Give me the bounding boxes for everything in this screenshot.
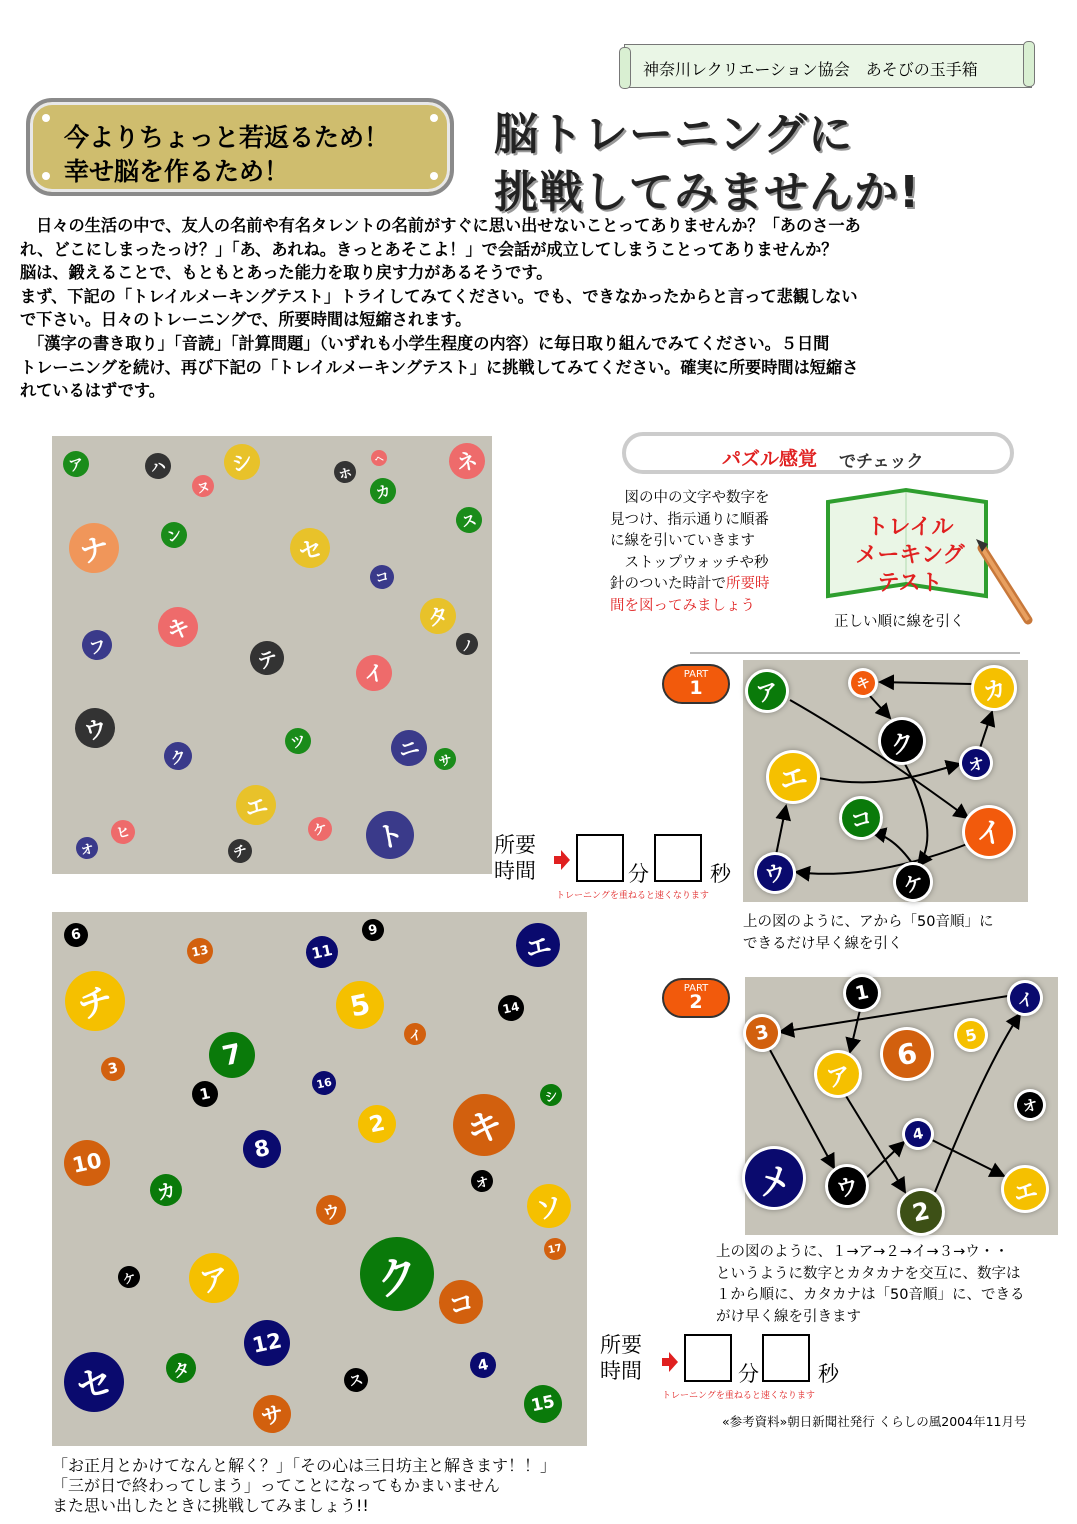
tagline-box	[26, 98, 454, 196]
minutes-input[interactable]	[684, 1334, 732, 1382]
minutes-input[interactable]	[576, 834, 624, 882]
instruction-line	[610, 596, 770, 618]
instruction-line	[610, 553, 770, 575]
part2-node: 1	[843, 974, 881, 1012]
part-label-number: 2	[689, 991, 703, 1013]
part1-node: コ	[838, 795, 883, 840]
board1-letter: ヌ	[190, 473, 216, 499]
part2-caption	[716, 1242, 1024, 1328]
sign-line: メーキング	[855, 543, 965, 568]
intro-line: 「漢字の書き取り」「音読」「計算問題」（いずれも小学生程度の内容）に毎日取り組んでみてください。５日間	[20, 333, 830, 353]
board2-letter: ク	[353, 1230, 441, 1318]
board1-letter: ア	[61, 449, 92, 480]
board2-letter: キ	[447, 1088, 521, 1162]
part1-node: エ	[765, 749, 822, 806]
part2-node: 4	[903, 1119, 934, 1150]
corner-dot	[430, 172, 438, 180]
board2-letter: セ	[58, 1346, 129, 1417]
instruction-highlight: 所要時	[726, 576, 770, 592]
board2-letter: 5	[332, 977, 389, 1034]
board1-letter: ホ	[332, 459, 358, 485]
board2-letter: チ	[59, 965, 130, 1036]
board2-letter: 6	[62, 921, 90, 949]
part2-node: オ	[1015, 1090, 1046, 1121]
board2-letter: ソ	[523, 1180, 575, 1232]
instruction-line	[610, 574, 770, 596]
board1-letter: イ	[353, 652, 396, 695]
caption-line: がけ早く線を引きます	[716, 1308, 861, 1325]
timer-label	[494, 832, 536, 884]
board2-letter: 10	[60, 1136, 115, 1191]
tagline-line: 幸せ脳を作るため！	[64, 157, 290, 186]
puzzle-check-highlight: パズル感覚	[722, 448, 818, 470]
board1-letter: サ	[432, 746, 458, 772]
scroll-roll-right	[1023, 41, 1035, 87]
intro-line: トレーニングを続け、再び下記の「トレイルメーキングテスト」に挑戦してみてください。確実に所要時間は短縮さ	[20, 357, 859, 377]
organization-banner	[624, 44, 1032, 88]
corner-dot	[430, 114, 438, 122]
part2-node: 6	[879, 1026, 936, 1083]
board2-letter: 15	[520, 1381, 565, 1426]
board1-letter: ナ	[64, 518, 123, 577]
board1-letter: ネ	[446, 440, 489, 483]
seconds-input[interactable]	[762, 1334, 810, 1382]
board1-letter: コ	[368, 563, 396, 591]
board1-letter: ハ	[143, 451, 174, 482]
board1-letter: シ	[221, 441, 264, 484]
timer-1	[494, 832, 744, 902]
board2-letter: 2	[354, 1101, 399, 1146]
board1-letter: ヒ	[109, 818, 137, 846]
instruction-line	[610, 510, 770, 532]
instruction-highlight: 間を図ってみましょう	[610, 597, 755, 614]
part1-node: ク	[877, 716, 927, 766]
board1-letter: ス	[454, 505, 485, 536]
puzzle-board-2	[52, 912, 587, 1446]
part2-node: メ	[740, 1144, 809, 1213]
part2-node: ア	[813, 1049, 863, 1099]
caption-line: 上の図のように、１→ア→２→イ→３→ウ・・	[716, 1244, 1009, 1260]
footer	[52, 1456, 556, 1516]
board1-letter: テ	[247, 638, 287, 678]
instruction-text: 見つけ、指示通りに順番	[610, 511, 769, 528]
board1-letter: ツ	[283, 726, 314, 757]
part1-node: ア	[744, 668, 789, 713]
board1-letter: ト	[362, 807, 419, 864]
board1-letter: カ	[368, 476, 399, 507]
board1-letter: ニ	[388, 727, 431, 770]
footer-line: また思い出したときに挑戦してみましょう!!	[52, 1496, 369, 1515]
part2-node: ウ	[824, 1163, 869, 1208]
board2-letter: 7	[205, 1028, 260, 1083]
board2-letter: 4	[468, 1350, 499, 1381]
part1-node: ウ	[754, 852, 797, 895]
timer-note: トレーニングを重ねると速くなります	[556, 891, 709, 901]
instruction-text: に線を引いていきます	[610, 533, 755, 549]
instruction-text: 図の中の文字や数字を	[610, 490, 770, 506]
puzzle-check-rest: でチェック	[839, 452, 924, 472]
part2-badge	[662, 978, 730, 1018]
board1-letter: ノ	[454, 631, 480, 657]
instruction-line	[610, 488, 770, 510]
timer-note: トレーニングを重ねると速くなります	[662, 1391, 815, 1401]
board1-letter: チ	[226, 837, 254, 865]
board2-letter: 12	[240, 1316, 295, 1371]
board2-letter: ア	[184, 1248, 243, 1307]
part-label-small: PART	[683, 669, 709, 680]
sign-text	[828, 514, 992, 598]
board2-letter: 16	[310, 1069, 338, 1097]
part2-node: 3	[743, 1014, 781, 1052]
board1-letter: フ	[79, 627, 115, 663]
intro-line: まず、下記の「トレイルメーキングテスト」トライしてみてください。でも、できなかったからと言って悲観しない	[20, 286, 858, 306]
board1-letter: ケ	[306, 815, 334, 843]
caption-line: できるだけ早く線を引く	[743, 935, 903, 952]
part2-node: 5	[954, 1018, 987, 1051]
board2-letter: シ	[538, 1082, 564, 1108]
part1-node: キ	[849, 669, 877, 697]
intro-line: 脳は、鍛えることで、もともとあった能力を取り戻す力があるそうです。	[20, 263, 553, 283]
part2-node: 2	[896, 1187, 946, 1237]
reference: «参考資料»朝日新聞社発行 くらしの風2004年11月号	[722, 1414, 1027, 1429]
part-label-small: PART	[683, 983, 709, 994]
red-arrow-icon	[554, 850, 570, 870]
footer-line: 「お正月とかけてなんと解く？」「その心は三日坊主と解きます！！」	[52, 1456, 557, 1475]
board1-letter: オ	[74, 835, 100, 861]
timer-label-line: 所要	[600, 1333, 642, 1357]
intro-line: れているはずです。	[20, 381, 165, 401]
board1-letter: ウ	[71, 704, 118, 751]
board2-letter: エ	[512, 919, 564, 971]
caption-line: というように数字とカタカナを交互に、数字は	[716, 1265, 1021, 1282]
scroll-roll-left	[619, 47, 631, 89]
timer-label	[600, 1332, 642, 1384]
board2-letter: 8	[239, 1126, 284, 1171]
part1-caption	[743, 912, 993, 955]
tagline-line: 今よりちょっと若返るため！	[64, 123, 390, 152]
intro-line: 日々の生活の中で、友人の名前や有名タレントの名前がすぐに思い出せないことってありませんか？「あのさ一あ	[20, 216, 861, 235]
corner-dot	[42, 114, 50, 122]
board2-letter: 17	[542, 1236, 568, 1262]
part1-node: オ	[959, 746, 992, 779]
intro-text	[20, 214, 1060, 403]
headline-line: 挑戦してみませんか!	[494, 167, 921, 218]
board1-letter: ヘ	[370, 449, 389, 468]
divider	[690, 652, 1020, 654]
board2-letter: サ	[249, 1391, 294, 1436]
headline-line: 脳トレーニングに	[494, 109, 854, 160]
intro-line: で下さい。日々のトレーニングで、所要時間は短縮されます。	[20, 310, 472, 330]
timer-label-line: 時間	[494, 859, 536, 883]
caption-line: １から順に、カタカナは「50音順」に、できる	[716, 1287, 1025, 1303]
seconds-unit: 秒	[818, 1362, 839, 1386]
board2-letter: ス	[342, 1366, 370, 1394]
board1-letter: ン	[159, 520, 190, 551]
sign-line: テスト	[877, 571, 943, 596]
timer-2	[600, 1330, 860, 1404]
board2-letter: 1	[190, 1079, 221, 1110]
board1-letter: キ	[154, 603, 201, 650]
part1-badge	[662, 664, 730, 704]
board2-letter: ウ	[313, 1192, 349, 1228]
part-label-number: 1	[689, 677, 703, 699]
board2-letter: 3	[99, 1055, 127, 1083]
board2-letter: ケ	[116, 1264, 142, 1290]
minutes-unit: 分	[738, 1362, 759, 1386]
seconds-unit: 秒	[710, 862, 731, 886]
sign-line: トレイル	[866, 515, 954, 540]
board2-letter: 9	[360, 917, 386, 943]
board2-letter: タ	[163, 1350, 199, 1386]
board1-letter: タ	[417, 595, 460, 638]
instruction-text: ストップウォッチや秒	[610, 554, 769, 571]
board2-letter: 11	[303, 933, 341, 971]
instructions	[610, 488, 770, 617]
board2-letter: コ	[435, 1276, 487, 1328]
part2-node: エ	[1000, 1164, 1050, 1214]
red-arrow-icon	[662, 1352, 678, 1372]
board1-letter: エ	[232, 781, 279, 828]
timer-label-line: 時間	[600, 1359, 642, 1383]
intro-line: れ、どこにしまったっけ？」「あ、あれね。きっとあそこよ！」で会話が成立してしまうことってありませんか？	[20, 239, 838, 259]
part1-node: ケ	[893, 862, 933, 902]
instruction-text: 針のついた時計で	[610, 576, 726, 592]
puzzle-check-banner	[622, 432, 1014, 474]
sign-caption: 正しい順に線を引く	[834, 614, 965, 630]
part1-node: カ	[970, 664, 1017, 711]
board2-letter: イ	[402, 1021, 428, 1047]
board1-letter: セ	[286, 524, 333, 571]
board2-letter: カ	[147, 1171, 185, 1209]
organization-name: 神奈川レクリエーション協会 あそびの玉手箱	[643, 60, 978, 79]
part1-node: イ	[961, 804, 1018, 861]
seconds-input[interactable]	[654, 834, 702, 882]
part2-node: イ	[1007, 980, 1043, 1016]
board2-letter: 13	[185, 936, 216, 967]
caption-line: 上の図のように、アから「50音順」に	[743, 914, 994, 930]
instruction-line	[610, 531, 770, 553]
timer-label-line: 所要	[494, 833, 536, 857]
board2-letter: 14	[496, 993, 527, 1024]
minutes-unit: 分	[628, 862, 649, 886]
board1-letter: ク	[161, 739, 194, 772]
footer-line: 「三が日で終わってしまう」ってことになってもかまいません	[52, 1476, 500, 1495]
corner-dot	[42, 172, 50, 180]
board2-letter: オ	[469, 1168, 495, 1194]
